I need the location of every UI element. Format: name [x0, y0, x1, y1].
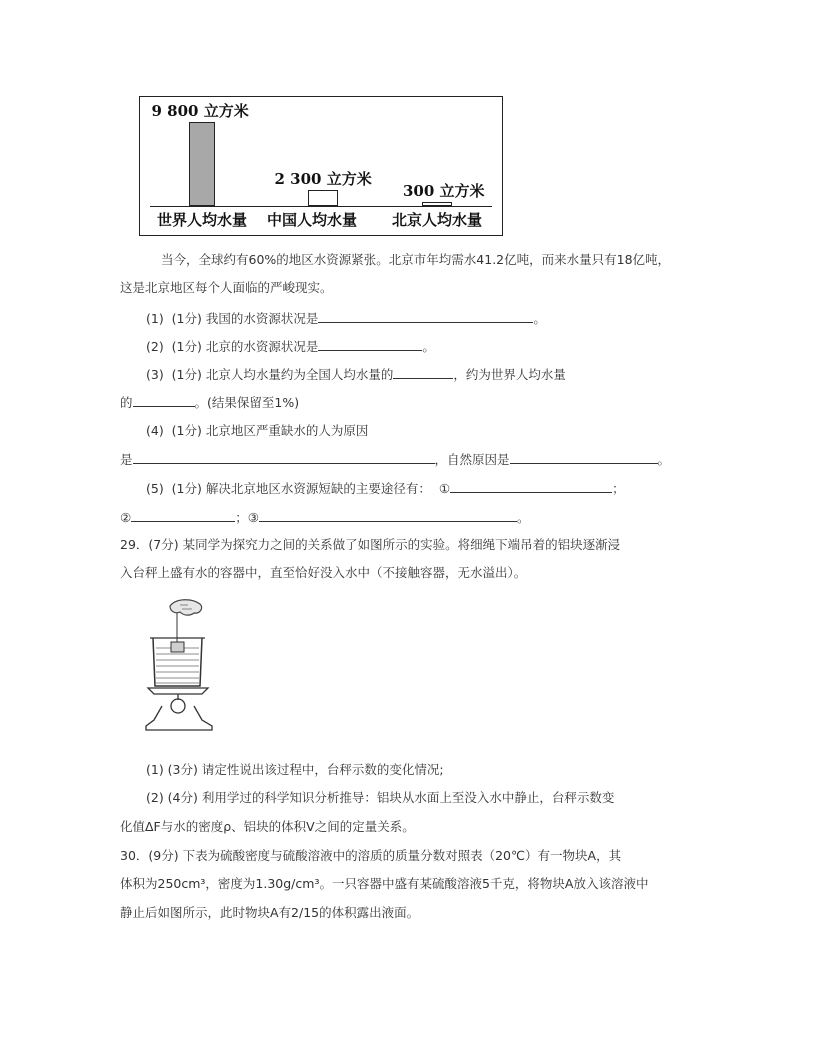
bar-1 [308, 190, 338, 206]
problem-30-line-2: 体积为250cm³，密度为1.30g/cm³。一只容器中盛有某硫酸溶液5千克，将物块A放入该溶液中 [120, 876, 649, 891]
chart-baseline [150, 206, 492, 207]
question-2: (2) (1分) 北京的水资源状况是 。 [146, 339, 435, 354]
problem-29-sub-2-cont: 化值ΔF与水的密度ρ、铝块的体积V之间的定量关系。 [120, 819, 415, 834]
problem-29-sub-2: (2) (4分) 利用学过的科学知识分析推导：铝块从水面上至没入水中静止，台秤示数变 [146, 790, 615, 805]
question-4-cont: 是 ，自然原因是 。 [120, 452, 671, 467]
answer-blank-q3a[interactable] [393, 366, 453, 379]
answer-blank-q5-2[interactable] [131, 509, 235, 522]
problem-30-line-3: 静止后如图所示，此时物块A有2/15的体积露出液面。 [120, 905, 420, 920]
bar-0 [189, 122, 215, 206]
bar-value-label-2: 300 立方米 [403, 182, 485, 200]
answer-blank-q2[interactable] [318, 338, 422, 351]
scale-pan [148, 688, 208, 694]
bar-value-label-1: 2 300 立方米 [274, 170, 372, 188]
question-1: (1) (1分) 我国的水资源状况是 。 [146, 311, 546, 326]
problem-29-sub-1: (1) (3分) 请定性说出该过程中，台秤示数的变化情况; [146, 762, 444, 777]
category-label-1: 中国人均水量 [267, 211, 358, 229]
answer-blank-q1[interactable] [318, 310, 533, 323]
bar-value-label-0: 9 800 立方米 [151, 102, 249, 120]
problem-29-line-1: 29．(7分) 某同学为探究力之间的关系做了如图所示的实验。将细绳下端吊着的铝块逐渐浸 [120, 537, 621, 552]
question-3: (3) (1分) 北京人均水量约为全国人均水量的 ，约为世界人均水量 [146, 367, 566, 382]
scale-dial [171, 699, 185, 713]
problem-30-line-1: 30．(9分) 下表为硫酸密度与硫酸溶液中的溶质的质量分数对照表（20℃）有一物块A，其 [120, 848, 622, 863]
question-4: (4) (1分) 北京地区严重缺水的人为原因 [146, 423, 369, 438]
hand-icon [170, 600, 202, 615]
scale-base [146, 706, 212, 730]
intro-line-1: 当今，全球约有60%的地区水资源紧张。北京市年均需水41.2亿吨，而来水量只有18亿吨， [161, 252, 671, 267]
answer-blank-q5-3[interactable] [259, 509, 517, 522]
answer-blank-q4b[interactable] [510, 451, 658, 464]
problem-29-line-2: 入台秤上盛有水的容器中，直至恰好没入水中（不接触容器，无水溢出）。 [120, 565, 527, 580]
answer-blank-q3b[interactable] [133, 394, 195, 407]
answer-blank-q4a[interactable] [133, 451, 435, 464]
category-label-2: 北京人均水量 [392, 211, 483, 229]
question-5-cont: ② ；③ 。 [120, 510, 530, 525]
water-per-capita-chart [139, 96, 503, 236]
question-5: (5) (1分) 解决北京地区水资源短缺的主要途径有： ① ； [146, 481, 625, 496]
intro-line-2: 这是北京地区每个人面临的严峻现实。 [120, 280, 333, 295]
question-3-cont: 的 。(结果保留至1%) [120, 395, 300, 410]
category-label-0: 世界人均水量 [157, 211, 248, 229]
scale-beaker-figure [140, 596, 220, 740]
aluminum-block [171, 642, 184, 652]
water [156, 648, 199, 683]
bar-2 [422, 202, 452, 206]
answer-blank-q5-1[interactable] [450, 480, 612, 493]
